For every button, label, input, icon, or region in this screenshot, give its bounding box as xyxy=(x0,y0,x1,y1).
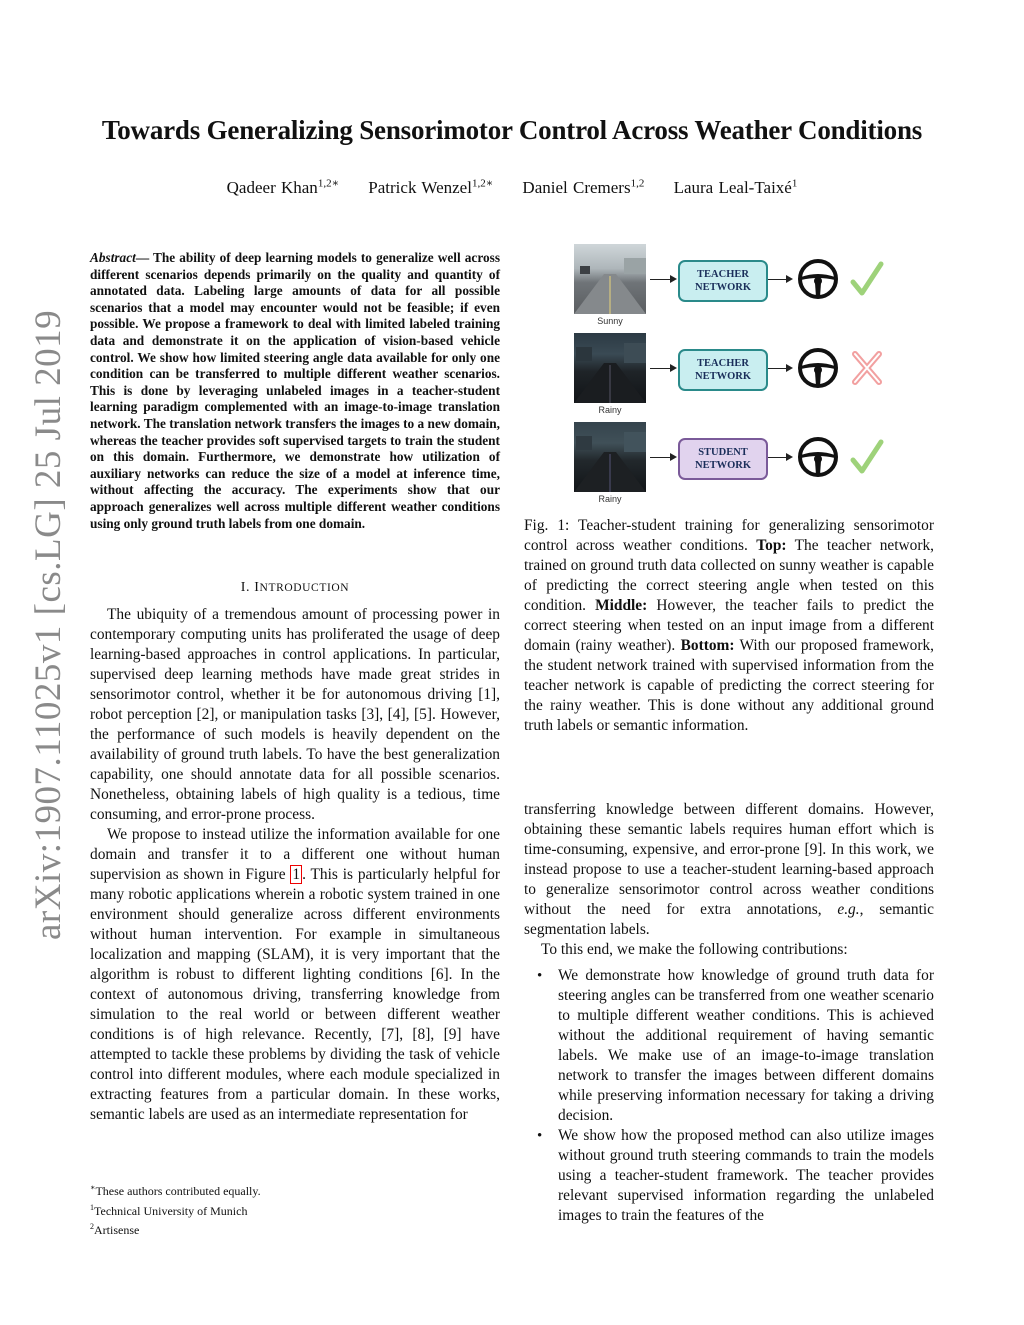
student-network-box: STUDENT NETWORK xyxy=(678,438,768,480)
body-paragraph: transferring knowledge between different domains. However, obtaining these semantic labels requires human effort which is time-consuming, expensive, and error-prone [9]. In this work, we instead propose to use a teacher-student learning-based approach to generalize sensorimotor control across weather conditions without the need for extra annotations, e.g., semantic segmentation labels. xyxy=(524,801,934,938)
intro-paragraph: The ubiquity of a tremendous amount of processing power in contemporary computing units has proliferated the usage of deep learning-based approaches in control applications. In particular, supervised deep learning methods have made great strides in sensorimotor control, whether it be for autonomous driving [1], robot perception [2], or manipulation tasks [3], [4], [5]. However, the performance of such models is heavily dependent on the availability of ground truth labels. To have the best generalization capability, one should annotate data for all possible scenarios. Nonetheless, obtaining labels of high quality is a tedious, time consuming, and error-prone process. xyxy=(90,606,500,823)
arrow xyxy=(650,368,672,369)
author: Laura Leal-Taixé$^1$ xyxy=(673,177,798,197)
rainy-road-image xyxy=(574,333,646,403)
image-label-rainy: Rainy xyxy=(598,494,622,504)
arrow xyxy=(768,279,788,280)
arrow xyxy=(650,279,672,280)
list-item: • We show how the proposed method can also utilize images without ground truth steering commands to train the models using a teacher-student framework. The teacher provides relevant supervised information regarding the unlabeled images to train the features of the xyxy=(537,1127,934,1224)
figure-1 xyxy=(560,238,900,510)
teacher-network-box: TEACHER NETWORK xyxy=(678,260,768,302)
checkmark-icon xyxy=(850,438,884,476)
body-paragraph: To this end, we make the following contributions: xyxy=(541,941,848,958)
arrow xyxy=(768,457,788,458)
footnote: $^1$Technical University of Munich xyxy=(90,1202,248,1218)
figure-reference-link[interactable]: 1 xyxy=(292,866,301,883)
teacher-network-box: TEACHER NETWORK xyxy=(678,349,768,391)
author: Daniel Cremers$^{1,2}$ xyxy=(522,177,645,197)
sunny-road-image xyxy=(574,244,646,314)
right-column-body xyxy=(524,800,934,1226)
arxiv-stamp: arXiv:1907.11025v1 [cs.LG] 25 Jul 2019 xyxy=(28,309,69,940)
author: Qadeer Khan$^{1,2∗}$ xyxy=(226,177,340,197)
arrow-head xyxy=(670,453,677,461)
intro-paragraph: We propose to instead utilize the information available for one domain and transfer it to a different one without human supervision as shown in Figure 1 . This is particularly helpful for many robotic applications wherein a robotic system trained in one environment should generalize across different environments without human intervention. For example in simultaneous localization and mapping (SLAM), it is very important that the algorithm is robust to different lighting conditions [6]. In the context of autonomous driving, transferring knowledge from simulation to the real world or between different weather conditions is of high relevance. Recently, [7], [8], [9] have attempted to tackle these problems by dividing the task of vehicle control into different modules, where each module specialized in extracting features from a particular domain. In these works, semantic labels are used as an intermediate representation for xyxy=(90,826,500,1123)
arrow xyxy=(768,368,788,369)
abstract xyxy=(90,250,500,532)
list-item: • We demonstrate how knowledge of ground truth data for steering angles can be transferred from one weather scenario to multiple different weather conditions. This is achieved without the additional requirement of having semantic labels. We make use of an image-to-image translation network to transfer the images between different domains while preserving information necessary for taking a driving decision. xyxy=(537,967,934,1124)
image-label-rainy: Rainy xyxy=(598,405,622,415)
image-label-sunny: Sunny xyxy=(597,316,623,326)
steering-wheel-icon xyxy=(796,257,840,301)
introduction-body xyxy=(90,605,500,1125)
rainy-road-image xyxy=(574,422,646,492)
arrow xyxy=(650,457,672,458)
steering-wheel-icon xyxy=(796,435,840,479)
section-heading: I. INTRODUCTION xyxy=(240,580,350,595)
arrow-head xyxy=(786,453,793,461)
author: Patrick Wenzel$^{1,2∗}$ xyxy=(368,177,494,197)
abstract-label: Abstract xyxy=(90,250,136,265)
paper-title: Towards Generalizing Sensorimotor Control Across Weather Conditions xyxy=(101,115,923,145)
footnote: $^2$Artisense xyxy=(90,1222,140,1237)
cross-icon xyxy=(850,349,884,387)
arrow-head xyxy=(786,364,793,372)
figure-caption: Fig. 1: Teacher-student training for generalizing sensorimotor control across weather conditions. Top: The teacher network, trained on ground truth data collected on sunny weather is capable of predicting the correct steering angle when tested on this condition. Middle: However, the teacher fails to predict the correct steering when tested on an input image from a different domain (rainy weather). Bottom: With our proposed framework, the student network trained with supervised information from the teacher network is capable of predicting the correct steering for the rainy weather. This is done without any additional ground truth labels or semantic information. xyxy=(524,517,934,734)
footnote: ∗These authors contributed equally. xyxy=(90,1183,261,1198)
footnotes xyxy=(90,1180,500,1239)
abstract-text: — The ability of deep learning models to generalize well across different scenarios depends primarily on the quality and quantity of annotated data. Labeling large amounts of data for all possible scenarios that a model may encounter would not be feasible; if even possible. We propose a framework to deal with limited labeled training data and demonstrate it on the application of vision-based vehicle control. We show how limited steering angle data available for only one condition can be transferred to multiple different weather scenarios. This is done by leveraging unlabeled images in a teacher-student learning paradigm complemented with an image-to-image translation network. The translation network transfers the images to a new domain, whereas the teacher provides soft supervised targets to train the student on this domain. Furthermore, we demonstrate how utilization of auxiliary networks can reduce the size of a model at inference time, without affecting the accuracy. The experiments show that our approach generalizes well across multiple different weather conditions using only ground truth labels from one domain. xyxy=(90,250,500,531)
contribution-list xyxy=(524,966,934,1226)
checkmark-icon xyxy=(850,260,884,298)
arrow-head xyxy=(786,275,793,283)
arrow-head xyxy=(670,275,677,283)
arrow-head xyxy=(670,364,677,372)
author-list xyxy=(60,176,964,198)
steering-wheel-icon xyxy=(796,346,840,390)
